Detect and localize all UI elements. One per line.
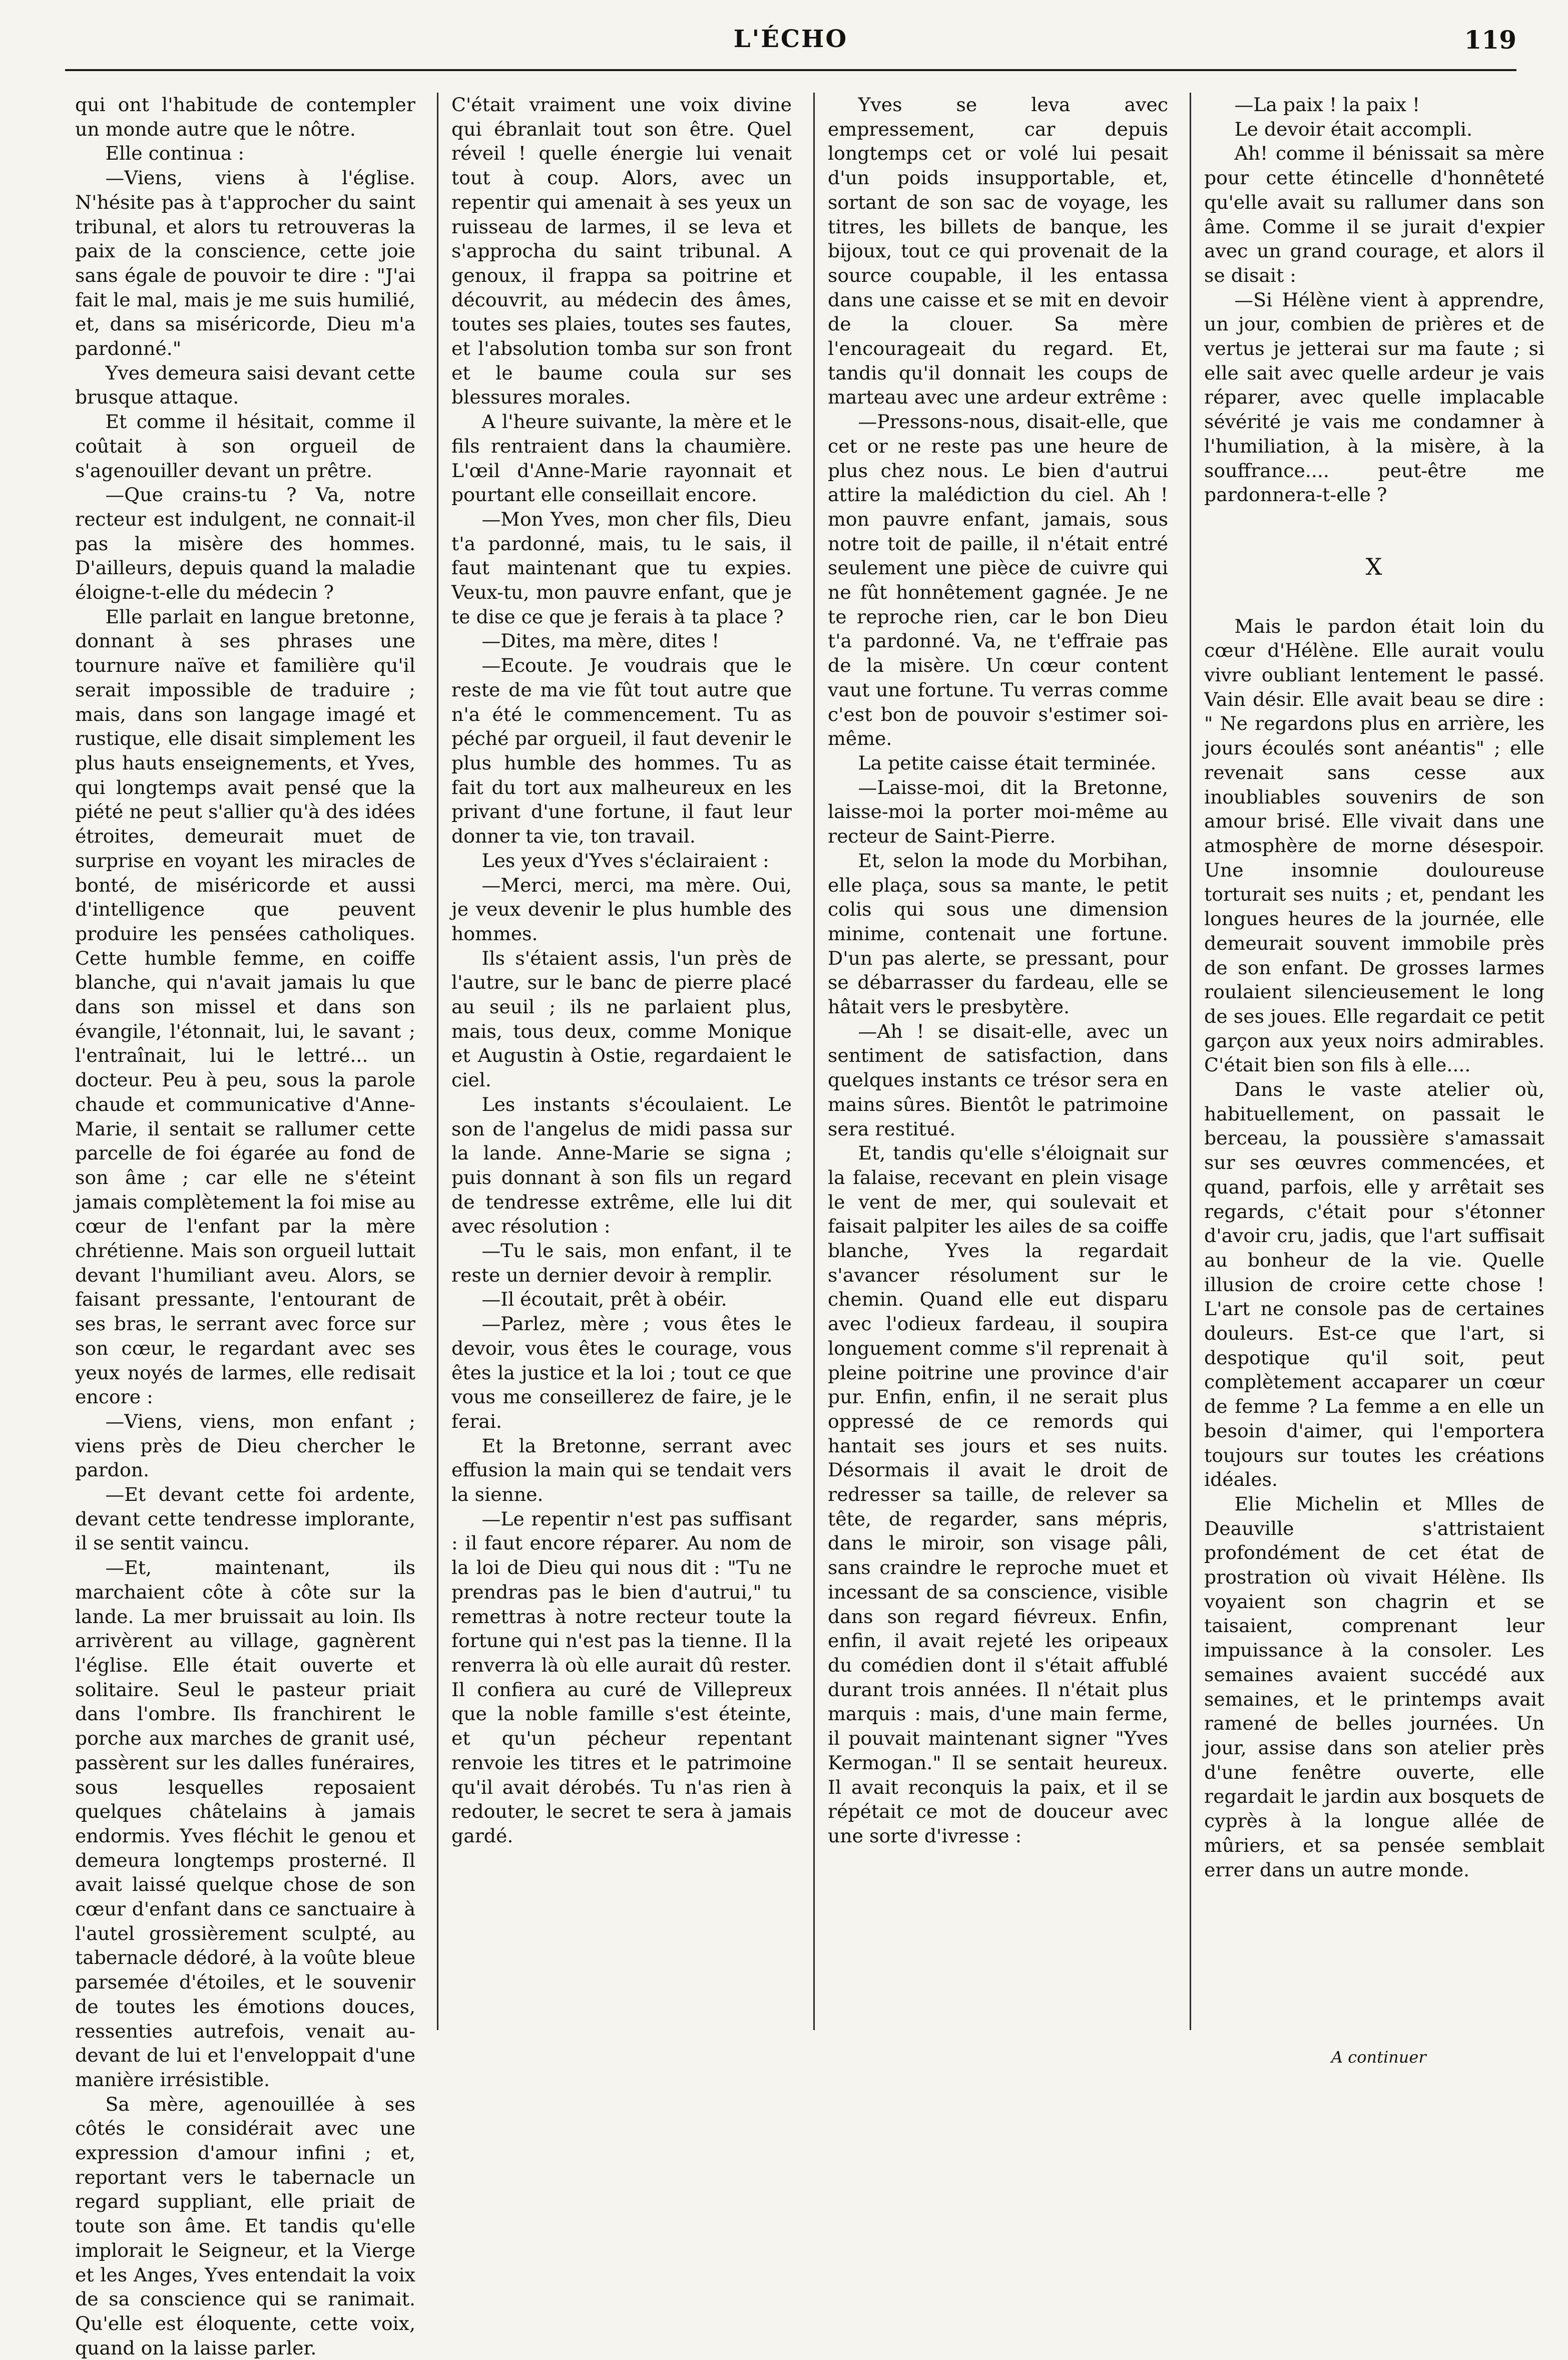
paragraph: —Si Hélène vient à apprendre, un jour, combien de prières et de vertus je jetterai sur ma faute ; si elle sait avec quelle ardeur je vais réparer, avec quelle implacable sévérité je vais me condamner à l'humiliation, à la misère, à la souffrance.... peut-être me pardonnera-t-elle ? bbox=[1204, 288, 1544, 506]
paragraph: —Dites, ma mère, dites ! bbox=[481, 630, 720, 652]
paragraph: Et, selon la mode du Morbihan, elle plaça, sous sa mante, le petit colis qui sous une dimension minime, contenait une fortune. D'un pas alerte, se pressant, pour se débarrasser du fardeau, elle se hâtait vers le presbytère. bbox=[828, 849, 1168, 1018]
text-column-2 bbox=[451, 93, 792, 2030]
page-number: 119 bbox=[1464, 25, 1516, 55]
paragraph: —La paix ! la paix ! bbox=[1234, 94, 1420, 116]
paragraph: —Ecoute. Je voudrais que le reste de ma vie fût tout autre que n'a été le commencement. Tu as péché par orgueil, il faut devenir le plus humble des hommes. Tu as fait du tort aux malheureux en les privant d'une fortune, il faut leur donner ta vie, ton travail. bbox=[451, 654, 792, 848]
text-column-4 bbox=[1204, 93, 1544, 2030]
paragraph: —Mon Yves, mon cher fils, Dieu t'a pardonné, mais, tu le sais, il faut maintenant que tu expies. Veux-tu, mon pauvre enfant, que je te dise ce que je ferais à ta place ? bbox=[451, 508, 792, 628]
paragraph: Et, tandis qu'elle s'éloignait sur la falaise, recevant en plein visage le vent de mer, qui soulevait et faisait palpiter les ailes de sa coiffe blanche, Yves la regardait s'avancer résolument sur le chemin. Quand elle eut disparu avec l'odieux fardeau, il soupira longuement comme s'il reprenait à pleine poitrine une province d'air pur. Enfin, enfin, il ne serait plus oppressé de ce remords qui hantait ses jours et ses nuits. Désormais il avait le droit de redresser sa taille, de relever sa tête, de regarder, sans mépris, dans le miroir, son visage pâli, sans craindre le reproche muet et incessant de sa conscience, visible dans son regard fiévreux. Enfin, enfin, il avait rejeté les oripeaux du comédien dont il s'était affublé durant trois années. Il n'était plus marquis : mais, d'une main ferme, il pouvait maintenant signer "Yves Kermogan." Il se sentait heureux. Il avait reconquis la paix, et il se répétait ce mot de douceur avec une sorte d'ivresse : bbox=[828, 1142, 1168, 1847]
paragraph: Le devoir était accompli. bbox=[1234, 118, 1473, 140]
paragraph: Ah! comme il bénissait sa mère pour cette étincelle d'honnêteté qu'elle avait su rallumer dans son âme. Comme il se jurait d'expier avec un grand courage, et alors il se disait : bbox=[1204, 142, 1544, 286]
text-column-3 bbox=[828, 93, 1168, 2030]
paragraph: Sa mère, agenouillée à ses côtés le considérait avec une expression d'amour infini ; et, reportant vers le tabernacle un regard suppliant, elle priait de toute son âme. Et tandis qu'elle implorait le Seigneur, et la Vierge et les Anges, Yves entendait la voix de sa conscience qui se ranimait. Qu'elle est éloquente, cette voix, quand on la laisse parler. bbox=[75, 2093, 415, 2359]
paragraph: —Viens, viens, mon enfant ; viens près de Dieu chercher le pardon. bbox=[75, 1410, 415, 1481]
paragraph: —Que crains-tu ? Va, notre recteur est indulgent, ne connait-il pas la misère des hommes. D'ailleurs, depuis quand la maladie éloigne-t-elle du médecin ? bbox=[75, 484, 415, 604]
page-header bbox=[65, 25, 1516, 70]
paragraph: —Et, maintenant, ils marchaient côte à côte sur la lande. La mer bruissait au loin. Ils arrivèrent au village, gagnèrent l'église. Elle était ouverte et solitaire. Seul le pasteur priait dans l'ombre. Ils franchirent le porche aux marches de granit usé, passèrent sur les dalles funéraires, sous lesquelles reposaient quelques châtelains à jamais endormis. Yves fléchit le genou et demeura longtemps prosterné. Il avait laissé quelque chose de son cœur d'enfant dans ce sanctuaire à l'autel grossièrement sculpté, au tabernacle dédoré, à la voûte bleue parsemée d'étoiles, et le souvenir de toutes les émotions douces, ressenties autrefois, venait au-devant de lui et l'enveloppait d'une manière irrésistible. bbox=[75, 1556, 415, 2091]
column-divider bbox=[813, 93, 815, 2030]
paragraph: qui ont l'habitude de contempler un monde autre que le nôtre. bbox=[75, 94, 415, 140]
paragraph: Et comme il hésitait, comme il coûtait à son orgueil de s'agenouiller devant un prêtre. bbox=[75, 411, 415, 482]
journal-title: L'ÉCHO bbox=[733, 25, 848, 53]
paragraph: Elle parlait en langue bretonne, donnant à ses phrases une tournure naïve et familière qu'il serait impossible de traduire ; mais, dans son langage imagé et rustique, elle disait simplement les plus hauts enseignements, et Yves, qui longtemps avait pensé que la piété ne peut s'allier qu'à des idées étroites, demeurait muet de surprise en voyant les miracles de bonté, de miséricorde et aussi d'intelligence que peuvent produire les pensées catholiques. Cette humble femme, en coiffe blanche, qui n'avait jamais lu que dans son missel et dans son évangile, l'étonnait, lui, le savant ; l'entraînait, lui le lettré... un docteur. Peu à peu, sous la parole chaude et communicative d'Anne-Marie, il sentait se rallumer cette parcelle de foi égarée au fond de son âme ; car elle ne s'éteint jamais complètement la foi mise au cœur de l'enfant par la mère chrétienne. Mais son orgueil luttait devant l'humiliant aveu. Alors, se faisant pressante, l'entourant de ses bras, le serrant avec force sur son cœur, le regardant avec ses yeux noyés de larmes, elle redisait encore : bbox=[75, 605, 415, 1408]
paragraph: —Merci, merci, ma mère. Oui, je veux devenir le plus humble des hommes. bbox=[451, 874, 792, 945]
paragraph: —Viens, viens à l'église. N'hésite pas à t'approcher du saint tribunal, et alors tu retrouveras la paix de la conscience, cette joie sans égale de pouvoir te dire : "J'ai fait le mal, mais je me suis humilié, et, dans sa miséricorde, Dieu m'a pardonné." bbox=[75, 167, 415, 360]
paragraph: —Ah ! se disait-elle, avec un sentiment de satisfaction, dans quelques instants ce trésor sera en mains sûres. Bientôt le patrimoine sera restitué. bbox=[828, 1020, 1168, 1140]
paragraph: Et la Bretonne, serrant avec effusion la main qui se tendait vers la sienne. bbox=[451, 1434, 792, 1506]
paragraph: A l'heure suivante, la mère et le fils rentraient dans la chaumière. L'œil d'Anne-Marie rayonnait et pourtant elle conseillait encore. bbox=[451, 411, 792, 506]
paragraph: —Tu le sais, mon enfant, il te reste un dernier devoir à remplir. bbox=[451, 1240, 792, 1286]
paragraph: Elle continua : bbox=[105, 142, 245, 165]
paragraph: Mais le pardon était loin du cœur d'Hélène. Elle aurait voulu vivre oubliant lentement le passé. Vain désir. Elle avait beau se dire : " Ne regardons plus en arrière, les jours écoulés sont anéantis" ; elle revenait sans cesse aux inoubliables souvenirs de son amour brisé. Elle vivait dans une atmosphère de morne désespoir. Une insomnie douloureuse torturait ses nuits ; et, pendant les longues heures de la journée, elle demeurait souvent immobile près de son enfant. De grosses larmes roulaient silencieusement le long de ses joues. Elle regardait ce petit garçon aux yeux noirs admirables. C'était bien son fils à elle.... bbox=[1204, 615, 1544, 1076]
text-column-1 bbox=[75, 93, 415, 2359]
paragraph: Les instants s'écoulaient. Le son de l'angelus de midi passa sur la lande. Anne-Marie se signa ; puis donnant à son fils un regard de tendresse extrême, elle lui dit avec résolution : bbox=[451, 1093, 792, 1238]
header-rule bbox=[65, 69, 1516, 71]
paragraph: C'était vraiment une voix divine qui ébranlait tout son être. Quel réveil ! quelle énergie lui venait tout à coup. Alors, avec un repentir qui amenait à ses yeux un ruisseau de larmes, il se leva et s'approcha du saint tribunal. A genoux, il frappa sa poitrine et découvrit, au médecin des âmes, toutes ses plaies, toutes ses fautes, et l'absolution tomba sur son front et le baume coula sur ses blessures morales. bbox=[451, 94, 792, 409]
paragraph: —Parlez, mère ; vous êtes le devoir, vous êtes le courage, vous êtes la justice et la loi ; tout ce que vous me conseillerez de faire, je le ferai. bbox=[451, 1313, 792, 1432]
column-divider bbox=[437, 93, 438, 2030]
paragraph: Elie Michelin et Mlles de Deauville s'attristaient profondément de cet état de prostration où vivait Hélène. Ils voyaient son chagrin et se taisaient, comprenant leur impuissance à la consoler. Les semaines avaient succédé aux semaines, et le printemps avait ramené de belles journées. Un jour, assise dans son atelier près d'une fenêtre ouverte, elle regardait le jardin aux bosquets de cyprès à la longue allée de mûriers, et sa pensée semblait errer dans un autre monde. bbox=[1204, 1492, 1544, 1881]
column-divider bbox=[1190, 93, 1191, 2030]
paragraph: —Il écoutait, prêt à obéir. bbox=[481, 1288, 727, 1311]
chapter-heading: X bbox=[1365, 553, 1383, 580]
paragraph: Dans le vaste atelier où, habituellement, on passait le berceau, la poussière s'amassait sur ses œuvres commencées, et quand, parfois, elle y arrêtait ses regards, c'était pour s'étonner d'avoir cru, jadis, que l'art suffisait au bonheur de la vie. Quelle illusion de croire cette chose ! L'art ne console pas de certaines douleurs. Est-ce que l'art, si despotique qu'il soit, peut complètement accaparer un cœur de femme ? La femme a en elle un besoin d'aimer, qui l'emportera toujours sur toutes les créations idéales. bbox=[1204, 1078, 1544, 1491]
paragraph: —Le repentir n'est pas suffisant : il faut encore réparer. Au nom de la loi de Dieu qui nous dit : "Tu ne prendras pas le bien d'autrui," tu remettras à notre recteur toute la fortune qui n'est pas la tienne. Il la renverra là où elle aurait dû rester. Il confiera au curé de Villepreux que la noble famille s'est éteinte, et qu'un pécheur repentant renvoie les titres et le patrimoine qu'il avait dérobés. Tu n'as rien à redouter, le secret te sera à jamais gardé. bbox=[451, 1507, 792, 1847]
paragraph: La petite caisse était terminée. bbox=[858, 751, 1157, 774]
continuation-note: A continuer bbox=[1331, 2048, 1426, 2067]
paragraph: —Laisse-moi, dit la Bretonne, laisse-moi la porter moi-même au recteur de Saint-Pierre. bbox=[828, 776, 1168, 848]
paragraph: —Et devant cette foi ardente, devant cette tendresse implorante, il se sentit vaincu. bbox=[75, 1483, 415, 1554]
paragraph: Ils s'étaient assis, l'un près de l'autre, sur le banc de pierre placé au seuil ; ils ne parlaient plus, mais, tous deux, comme Monique et Augustin à Ostie, regardaient le ciel. bbox=[451, 947, 792, 1091]
paragraph: —Pressons-nous, disait-elle, que cet or ne reste pas une heure de plus chez nous. Le bien d'autrui attire la malédiction du ciel. Ah ! mon pauvre enfant, jamais, sous notre toit de paille, il n'était entré seulement une pièce de cuivre qui ne fût honnêtement gagnée. Je ne te reproche rien, car le bon Dieu t'a pardonné. Va, ne t'effraie pas de la misère. Un cœur content vaut une fortune. Tu verras comme c'est bon de pouvoir s'estimer soi-même. bbox=[828, 411, 1168, 750]
paragraph: Yves se leva avec empressement, car depuis longtemps cet or volé lui pesait d'un poids insupportable, et, sortant de son sac de voyage, les titres, les billets de banque, les bijoux, tout ce qui provenait de la source coupable, il les entassa dans une caisse et se mit en devoir de la clouer. Sa mère l'encourageait du regard. Et, tandis qu'il donnait les coups de marteau avec une ardeur extrême : bbox=[828, 94, 1168, 409]
paragraph: Yves demeura saisi devant cette brusque attaque. bbox=[75, 361, 415, 409]
paragraph: Les yeux d'Yves s'éclairaient : bbox=[481, 849, 769, 872]
